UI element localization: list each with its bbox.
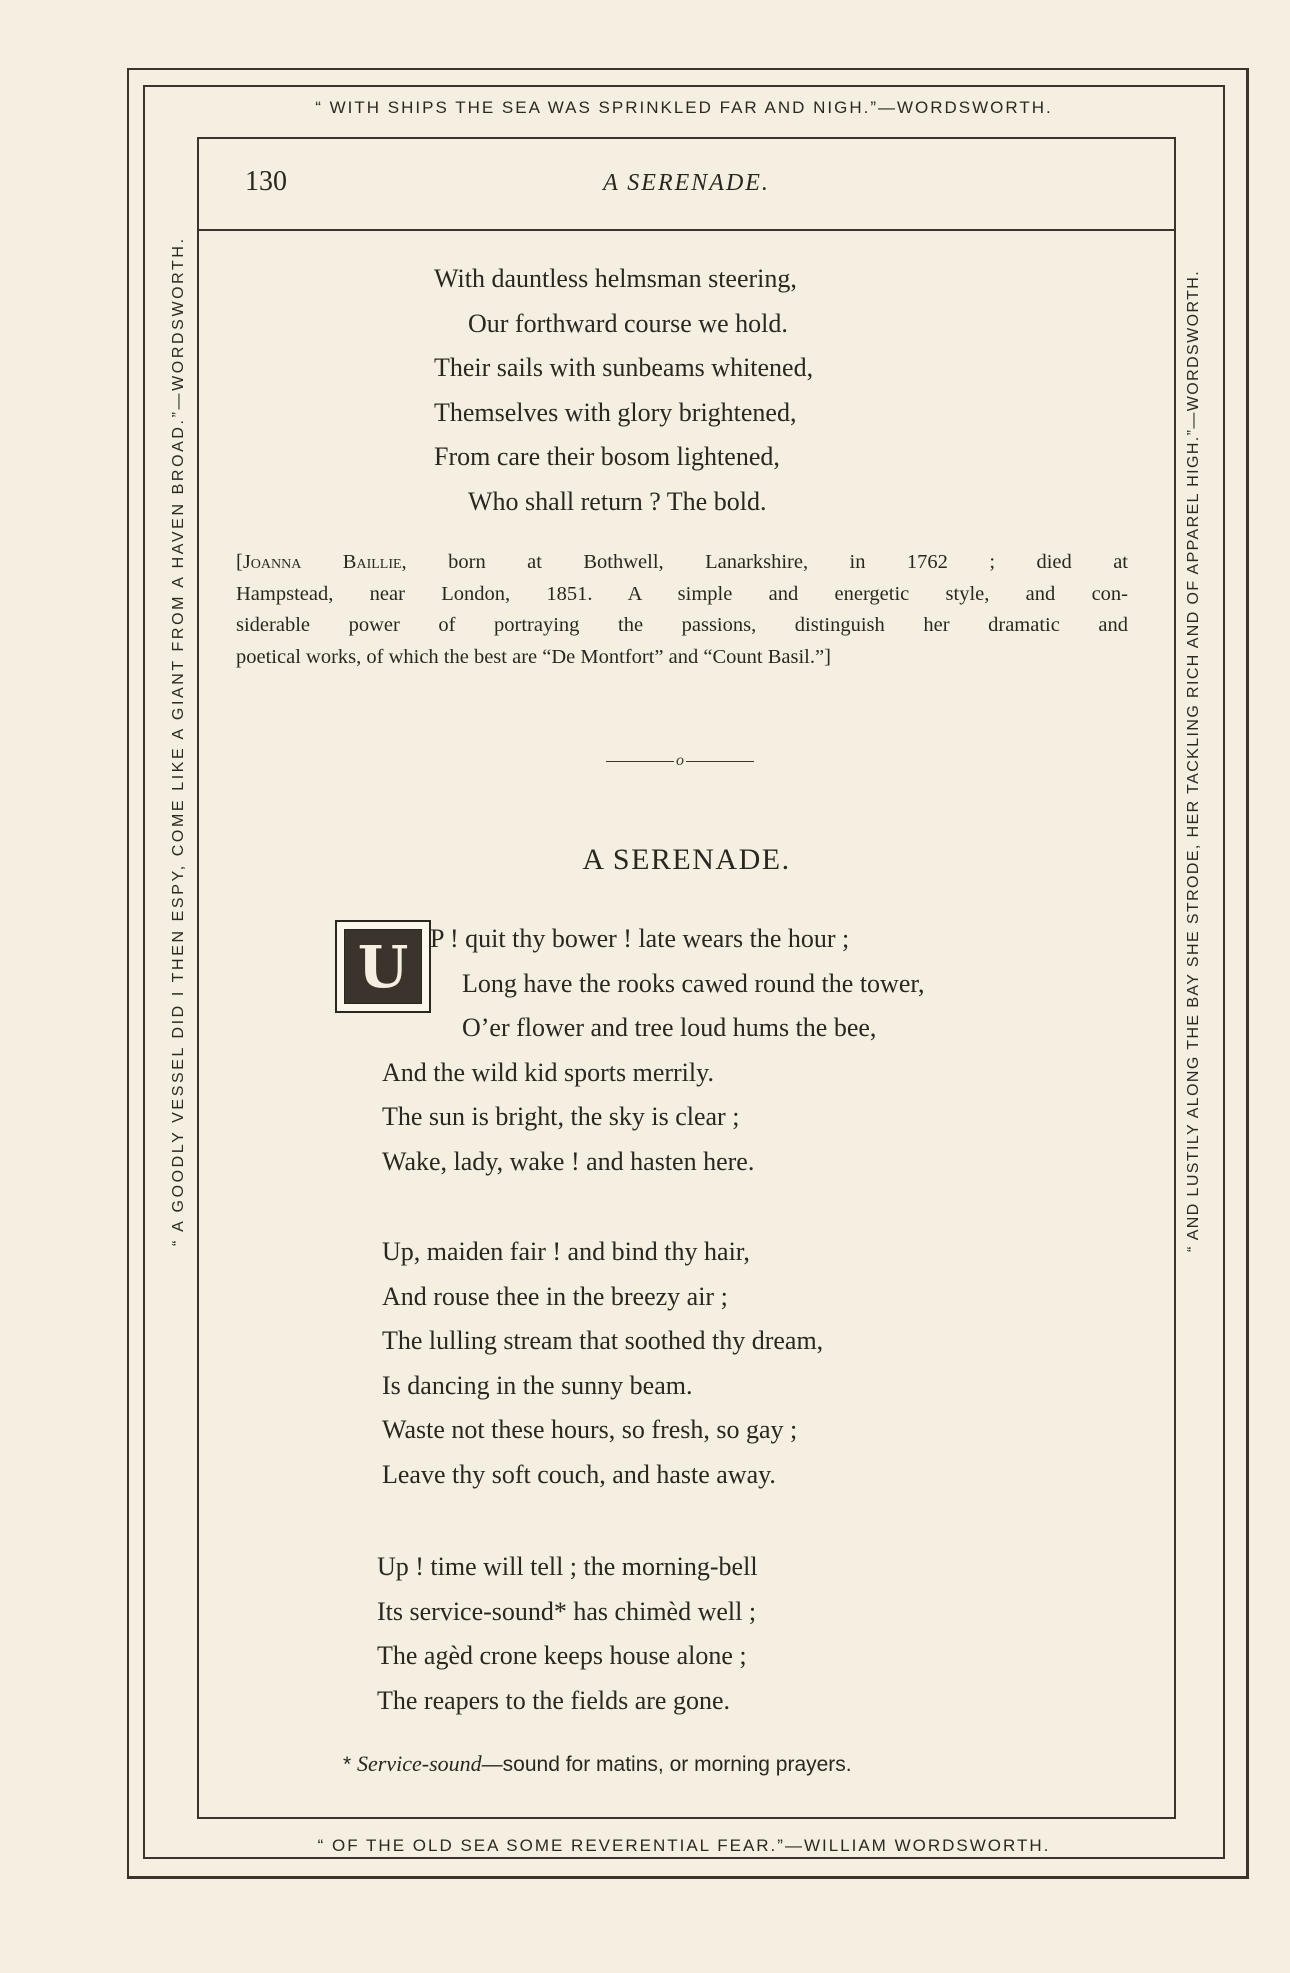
poem-line: Who shall return ? The bold. — [468, 486, 767, 516]
poem-stanza-1 — [382, 917, 925, 1185]
poem-line: Up ! time will tell ; the morning-bell — [377, 1552, 758, 1581]
poem-line: The lulling stream that soothed thy dream, — [382, 1326, 824, 1356]
poem-line: And the wild kid sports merrily. — [382, 1057, 714, 1087]
author-note-line: poetical works, of which the best are “De Montfort” and “Count Basil.”] — [236, 645, 831, 668]
poem-line: Leave thy soft couch, and haste away. — [382, 1459, 776, 1489]
poem-line: Up, maiden fair ! and bind thy hair, — [382, 1237, 750, 1266]
footnote-marker: * — [343, 1753, 352, 1776]
drop-cap-initial — [335, 920, 431, 1013]
author-note-line — [236, 547, 1128, 579]
poem-title: A SERENADE. — [582, 843, 791, 876]
author-name: Joanna Baillie, — [242, 551, 407, 573]
author-note-line: siderable power of portraying the passions, distinguish her dramatic and — [236, 614, 1128, 636]
poem-line: The sun is bright, the sky is clear ; — [382, 1102, 740, 1132]
poem-line: And rouse thee in the breezy air ; — [382, 1281, 728, 1311]
section-divider — [606, 752, 754, 770]
border-quote-right: “ AND LUSTILY ALONG THE BAY SHE STRODE, HER TACKLING RICH AND OF APPAREL HIGH.”—WORDSWORTH. — [1185, 269, 1202, 1252]
previous-poem-stanza — [434, 257, 813, 525]
divider-rule — [606, 761, 674, 762]
poem-line: From care their bosom lightened, — [434, 442, 780, 472]
poem-line: P ! quit thy bower ! late wears the hour ; — [430, 924, 850, 953]
poem-line: Themselves with glory brightened, — [434, 397, 797, 427]
page-number: 130 — [245, 166, 287, 197]
footnote-definition: —sound for matins, or morning prayers. — [481, 1753, 852, 1776]
poem-line: Its service-sound* has chimèd well ; — [377, 1596, 757, 1626]
poem-line: The reapers to the fields are gone. — [377, 1685, 731, 1715]
poem-line: Our forthward course we hold. — [468, 308, 788, 338]
border-quote-left: “ A GOODLY VESSEL DID I THEN ESPY, COME LIKE A GIANT FROM A HAVEN BROAD.”—WORDSWORTH. — [170, 236, 187, 1246]
footnote-term: Service-sound — [357, 1751, 482, 1776]
poem-line: Is dancing in the sunny beam. — [382, 1370, 693, 1400]
running-title: A SERENADE. — [603, 170, 770, 196]
poem-line: With dauntless helmsman steering, — [434, 264, 797, 293]
divider-ornament: o — [676, 752, 684, 769]
drop-cap-ornament — [344, 929, 422, 1004]
poem-stanza-2 — [382, 1230, 823, 1498]
poem-line: O’er flower and tree loud hums the bee, — [462, 1013, 877, 1043]
author-note-text: born at Bothwell, Lanarkshire, in 1762 ; died at — [448, 551, 1128, 573]
poem-line: Wake, lady, wake ! and hasten here. — [382, 1146, 755, 1176]
author-note — [236, 547, 1128, 673]
poem-line: The agèd crone keeps house alone ; — [377, 1641, 747, 1671]
drop-cap-letter: U — [357, 932, 409, 1001]
divider-rule — [686, 761, 754, 762]
poem-line: Waste not these hours, so fresh, so gay ; — [382, 1415, 798, 1445]
footnote — [343, 1751, 852, 1777]
header-rule — [199, 229, 1174, 231]
poem-stanza-3 — [377, 1545, 758, 1723]
border-quote-bottom: “ OF THE OLD SEA SOME REVERENTIAL FEAR.”—WILLIAM WORDSWORTH. — [317, 1836, 1051, 1855]
border-quote-top: “ WITH SHIPS THE SEA WAS SPRINKLED FAR AND NIGH.”—WORDSWORTH. — [315, 98, 1053, 117]
poem-line: Long have the rooks cawed round the tower, — [462, 968, 925, 998]
author-note-line: Hampstead, near London, 1851. A simple and energetic style, and con- — [236, 582, 1128, 605]
poem-line: Their sails with sunbeams whitened, — [434, 353, 814, 383]
bracket: [ — [236, 551, 243, 573]
